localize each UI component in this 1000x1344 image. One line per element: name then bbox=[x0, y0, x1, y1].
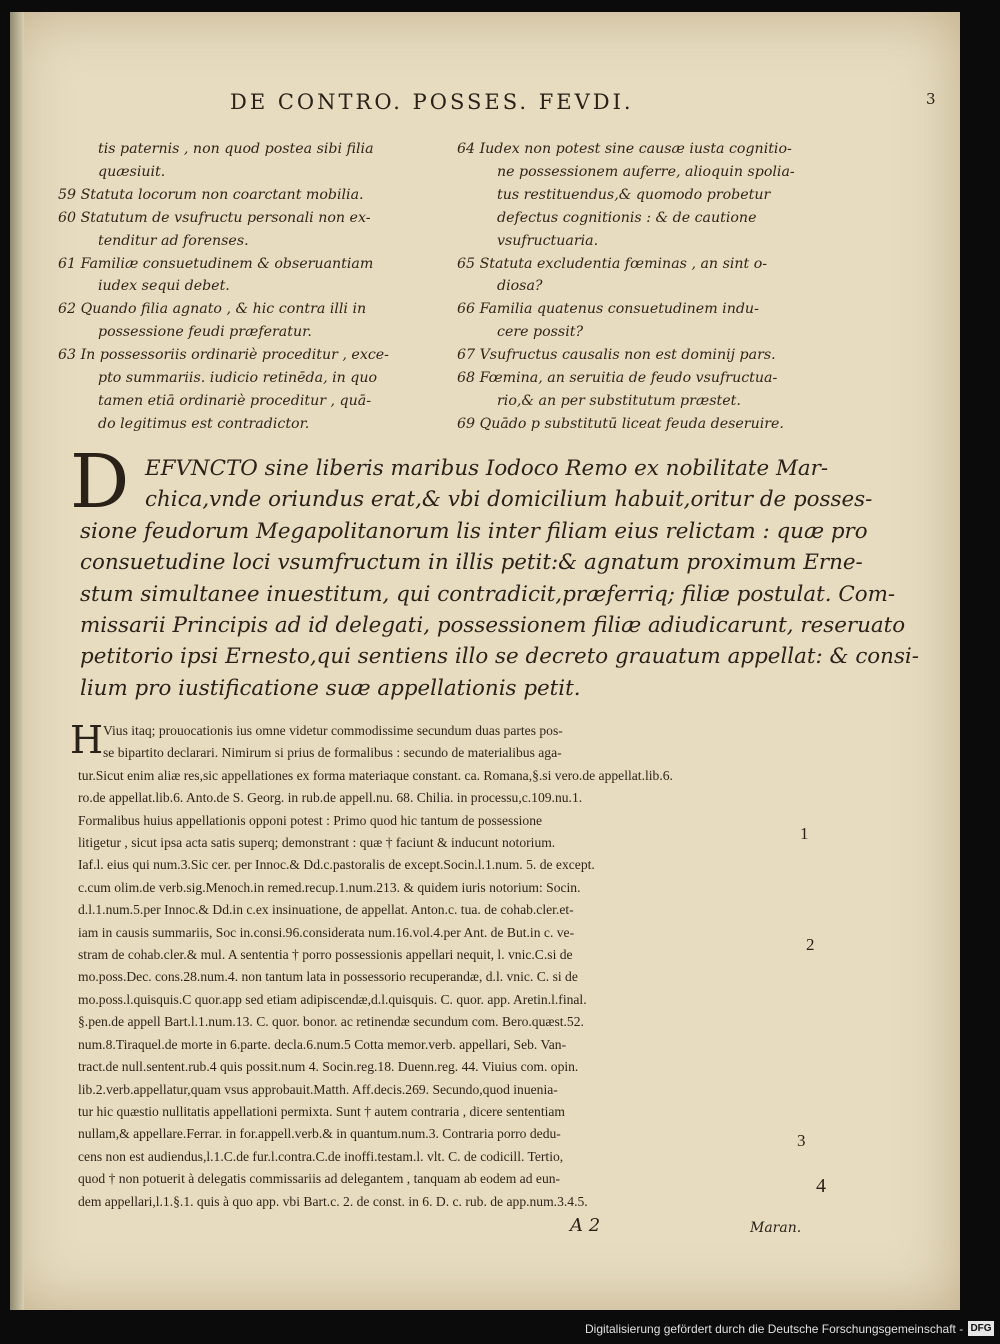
summary-index-left-column bbox=[58, 138, 458, 436]
index-line: 62 Quando filia agnato , & hic contra illi in bbox=[58, 301, 367, 318]
body-line: ro.de appellat.lib.6. Anto.de S. Georg. in rub.de appell.nu. 68. Chilia. in processu,c.109.nu.1. bbox=[78, 790, 583, 806]
body-line: stram de cohab.cler.& mul. A sententia † porro possessionis appellari nequit, l. vnic.C.si de bbox=[78, 947, 573, 963]
index-line: 65 Statuta excludentia fœminas , an sint o- bbox=[457, 255, 768, 272]
summary-line: missarii Principis ad id delegati, possessionem filiæ adiudicarunt, reseruato bbox=[80, 613, 906, 639]
index-line: 60 Statutum de vsufructu personali non ex- bbox=[58, 209, 371, 226]
catchword: Maran. bbox=[750, 1220, 802, 1236]
body-line: tur hic quæstio nullitatis appellationi permixta. Sunt † autem contraria , dicere sententiam bbox=[78, 1103, 565, 1119]
body-line: quod † non potuerit à delegatis commissariis ad delegantem , tanquam ab eodem ad eun- bbox=[78, 1171, 561, 1187]
index-line: vsufructuaria. bbox=[497, 232, 599, 249]
page-gutter-edge bbox=[10, 12, 24, 1310]
marginal-number-1: 1 bbox=[800, 824, 809, 843]
summary-line: sione feudorum Megapolitanorum lis inter filiam eius relictam : quæ pro bbox=[80, 518, 868, 544]
body-line: Vius itaq; prouocationis ius omne videtur commodissime secundum duas partes pos- bbox=[103, 723, 563, 738]
body-line: tract.de null.sentent.rub.4 quis possit.num 4. Socin.reg.18. Duenn.reg. 44. Viuius com. opin. bbox=[78, 1059, 579, 1075]
body-line: litigetur , sicut ipsa acta satis superq; demonstrant : quæ † faciunt & inducunt notorium. bbox=[78, 835, 556, 851]
index-line: quæsiuit. bbox=[98, 163, 166, 180]
marginal-number-2: 2 bbox=[806, 935, 815, 954]
body-line: cens non est audiendus,l.1.C.de fur.l.contra.C.de inoffi.testam.l. vlt. C. de codicill. Tertio, bbox=[78, 1148, 564, 1164]
body-line: Iaf.l. eius qui num.3.Sic cer. per Innoc.& Dd.c.pastoralis de except.Socin.l.1.num. 5. de except. bbox=[78, 857, 595, 873]
body-line: num.8.Tiraquel.de morte in 6.parte. decla.6.num.5 Cotta memor.verb. appellari, Seb. Van- bbox=[78, 1036, 567, 1052]
case-summary-paragraph bbox=[80, 453, 919, 704]
summary-line: lium pro iustificatione suæ appellationis petit. bbox=[80, 675, 581, 701]
book-page bbox=[10, 12, 960, 1310]
index-line: tenditur ad forenses. bbox=[98, 232, 249, 249]
body-line: tur.Sicut enim aliæ res,sic appellationes ex forma materiaque constant. ca. Romana,§.si vero.de appellat.lib.6. bbox=[78, 767, 673, 783]
body-text bbox=[78, 720, 843, 1213]
summary-line: stum simultanee inuestitum, qui contradicit,præferriq; filiæ postulat. Com- bbox=[80, 581, 896, 607]
index-line: rio,& an per substitutum præstet. bbox=[497, 392, 741, 409]
index-line: diosa? bbox=[497, 278, 543, 295]
index-line: ne possessionem auferre, alioquin spolia- bbox=[497, 163, 795, 180]
body-drop-capital: H bbox=[70, 718, 104, 762]
index-line: possessione feudi præferatur. bbox=[98, 324, 312, 341]
body-line: se bipartito declarari. Nimirum si prius de formalibus : secundo de materialibus aga- bbox=[103, 745, 562, 761]
marginal-number-4: 4 bbox=[816, 1175, 826, 1197]
body-line: dem appellari,l.1.§.1. quis à quo app. vbi Bart.c. 2. de const. in 6. D. c. rub. de app.num.3.4.5. bbox=[78, 1193, 588, 1209]
index-line: cere possit? bbox=[497, 324, 584, 341]
summary-line: EFVNCTO sine liberis maribus Iodoco Remo ex nobilitate Mar- bbox=[145, 456, 829, 481]
summary-line: consuetudine loci vsumfructum in illis petit:& agnatum proximum Erne- bbox=[80, 550, 863, 576]
running-head: DE CONTRO. POSSES. FEVDI. bbox=[230, 90, 634, 114]
index-line: 61 Familiæ consuetudinem & obseruantiam bbox=[58, 255, 374, 272]
marginal-number-3: 3 bbox=[797, 1131, 806, 1150]
summary-index-right-column bbox=[457, 138, 887, 436]
index-line: iudex sequi debet. bbox=[98, 278, 230, 295]
digitization-credit: Digitalisierung gefördert durch die Deutsche Forschungsgemeinschaft - bbox=[585, 1322, 964, 1336]
dfg-logo: DFG bbox=[968, 1321, 994, 1336]
index-line: 67 Vsufructus causalis non est dominij pars. bbox=[457, 347, 776, 364]
index-line: tis paternis , non quod postea sibi filia bbox=[98, 141, 374, 157]
index-line: tus restituendus,& quomodo probetur bbox=[497, 186, 771, 203]
body-line: nullam,& appellare.Ferrar. in for.appell.verb.& in quantum.num.3. Contraria porro dedu- bbox=[78, 1126, 561, 1142]
index-line: tamen etiā ordinariè proceditur , quā- bbox=[98, 392, 372, 409]
body-line: lib.2.verb.appellatur,quam vsus approbauit.Matth. Aff.decis.269. Secundo,quod inuenia- bbox=[78, 1081, 558, 1097]
body-line: mo.poss.l.quisquis.C quor.app sed etiam adipiscendæ,d.l.quisquis. C. quor. app. Aretin.l.final. bbox=[78, 991, 587, 1007]
index-line: defectus cognitionis : & de cautione bbox=[497, 209, 757, 226]
summary-line: chica,vnde oriundus erat,& vbi domicilium habuit,oritur de posses- bbox=[145, 487, 873, 513]
summary-line: petitorio ipsi Ernesto,qui sentiens illo se decreto grauatum appellat: & consi- bbox=[80, 644, 919, 670]
body-line: c.cum olim.de verb.sig.Menoch.in remed.recup.1.num.213. & quidem iuris notorium: Socin. bbox=[78, 879, 581, 895]
body-line: §.pen.de appell Bart.l.1.num.13. C. quor. bonor. ac retinendæ secundum com. Bero.quæst.52. bbox=[78, 1014, 584, 1030]
index-line: do legitimus est contradictor. bbox=[98, 415, 310, 432]
index-line: 59 Statuta locorum non coarctant mobilia. bbox=[58, 186, 364, 203]
index-line: 69 Quādo p substitutū liceat feuda deseruire. bbox=[457, 415, 784, 432]
body-line: iam in causis summariis, Soc in.consi.96.considerata num.16.vol.4.per Ant. de But.in c. ve- bbox=[78, 924, 575, 940]
index-line: 66 Familia quatenus consuetudinem indu- bbox=[457, 301, 759, 318]
summary-drop-capital: D bbox=[70, 439, 130, 525]
body-line: mo.poss.Dec. cons.28.num.4. non tantum lata in possessorio recuperandæ, d.l. vnic. C. si de bbox=[78, 969, 578, 985]
index-line: 68 Fœmina, an seruitia de feudo vsufructua- bbox=[457, 370, 778, 387]
index-line: pto summariis. iudicio retinēda, in quo bbox=[98, 370, 378, 387]
index-line: 63 In possessoriis ordinariè proceditur , exce- bbox=[58, 347, 389, 364]
signature-mark: A 2 bbox=[570, 1215, 601, 1236]
body-line: d.l.1.num.5.per Innoc.& Dd.in c.ex insinuatione, de appellat. Anton.c. tua. de cohab.cler.et- bbox=[78, 902, 574, 918]
body-line: Formalibus huius appellationis opponi potest : Primo quod hic tantum de possessione bbox=[78, 812, 543, 828]
index-line: 64 Iudex non potest sine causæ iusta cognitio- bbox=[457, 141, 792, 157]
page-number: 3 bbox=[926, 90, 936, 108]
